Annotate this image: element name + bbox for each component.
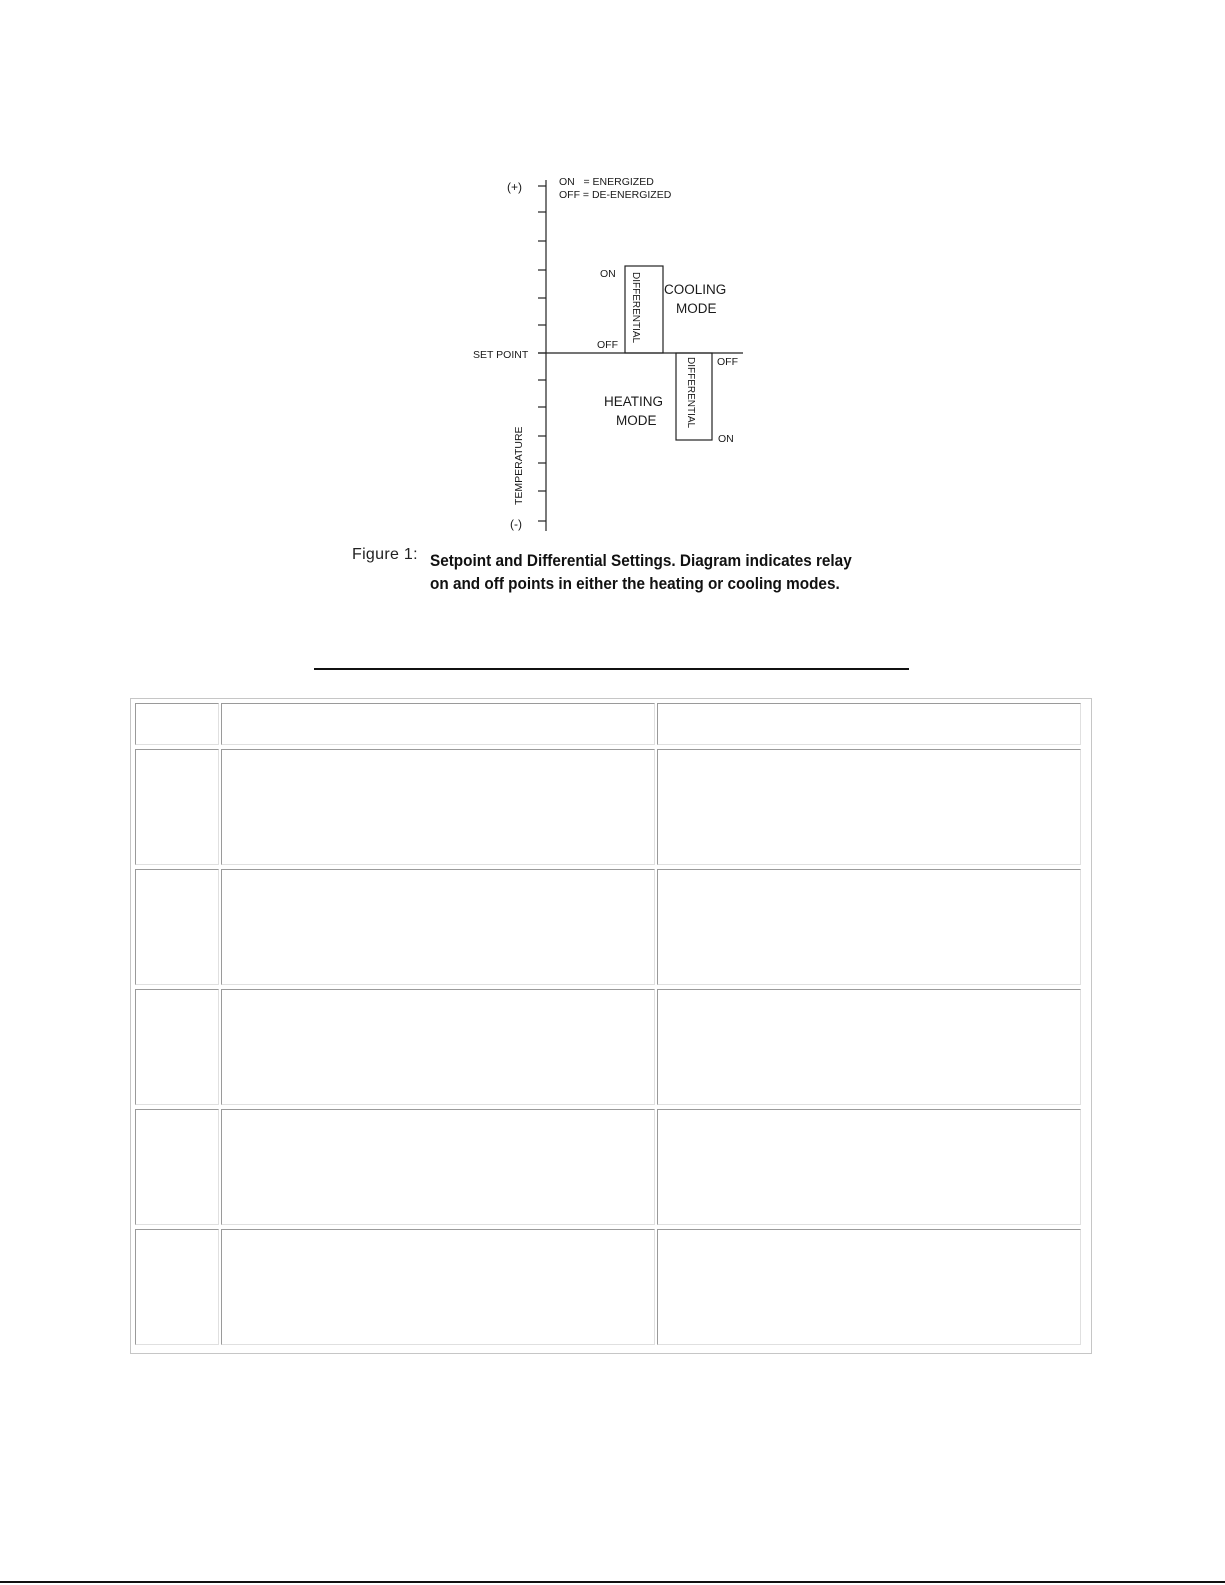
heating-on-label: ON (718, 433, 734, 445)
heating-differential-label: DIFFERENTIAL (685, 357, 696, 429)
table-cell (657, 989, 1081, 1105)
table-cell (657, 1229, 1081, 1345)
heating-mode-line1: HEATING (604, 394, 664, 409)
table-cell (657, 869, 1081, 985)
table-cell (135, 989, 219, 1105)
scale-bottom-label: (-) (510, 517, 522, 531)
cooling-differential-label: DIFFERENTIAL (630, 272, 641, 344)
table-cell (135, 1229, 219, 1345)
table-cell (221, 989, 655, 1105)
table-cell (135, 869, 219, 985)
table-cell (657, 749, 1081, 865)
cooling-on-label: ON (600, 268, 616, 280)
figure-description-line2: on and off points in either the heating or cooling modes. (430, 574, 840, 593)
heating-off-label: OFF (717, 356, 738, 368)
cooling-off-label: OFF (597, 339, 618, 351)
temperature-axis-label: TEMPERATURE (513, 426, 525, 505)
horizontal-rule (314, 668, 909, 670)
table-cell (221, 1229, 655, 1345)
set-point-label: SET POINT (473, 349, 529, 361)
table-cell (221, 749, 655, 865)
figure-label: Figure 1: (352, 546, 418, 563)
table-cell (135, 1109, 219, 1225)
figure-description (430, 549, 853, 595)
cooling-mode-line2: MODE (676, 301, 717, 316)
empty-table (130, 698, 1092, 1354)
table-cell (657, 1109, 1081, 1225)
cooling-mode-line1: COOLING (664, 282, 727, 297)
table-cell (657, 703, 1081, 745)
scale-top-label: (+) (507, 180, 522, 194)
legend-on: ON = ENERGIZED (559, 176, 654, 188)
table-cell (135, 703, 219, 745)
table-cell (221, 1109, 655, 1225)
table-cell (135, 749, 219, 865)
figure-description-line1: Setpoint and Differential Settings. Diagram indicates relay (430, 551, 852, 570)
table-cell (221, 869, 655, 985)
page-bottom-border (0, 1581, 1225, 1583)
heating-mode-line2: MODE (616, 413, 657, 428)
setpoint-differential-diagram (0, 0, 1225, 540)
table-cell (221, 703, 655, 745)
legend-off: OFF = DE-ENERGIZED (559, 189, 672, 201)
